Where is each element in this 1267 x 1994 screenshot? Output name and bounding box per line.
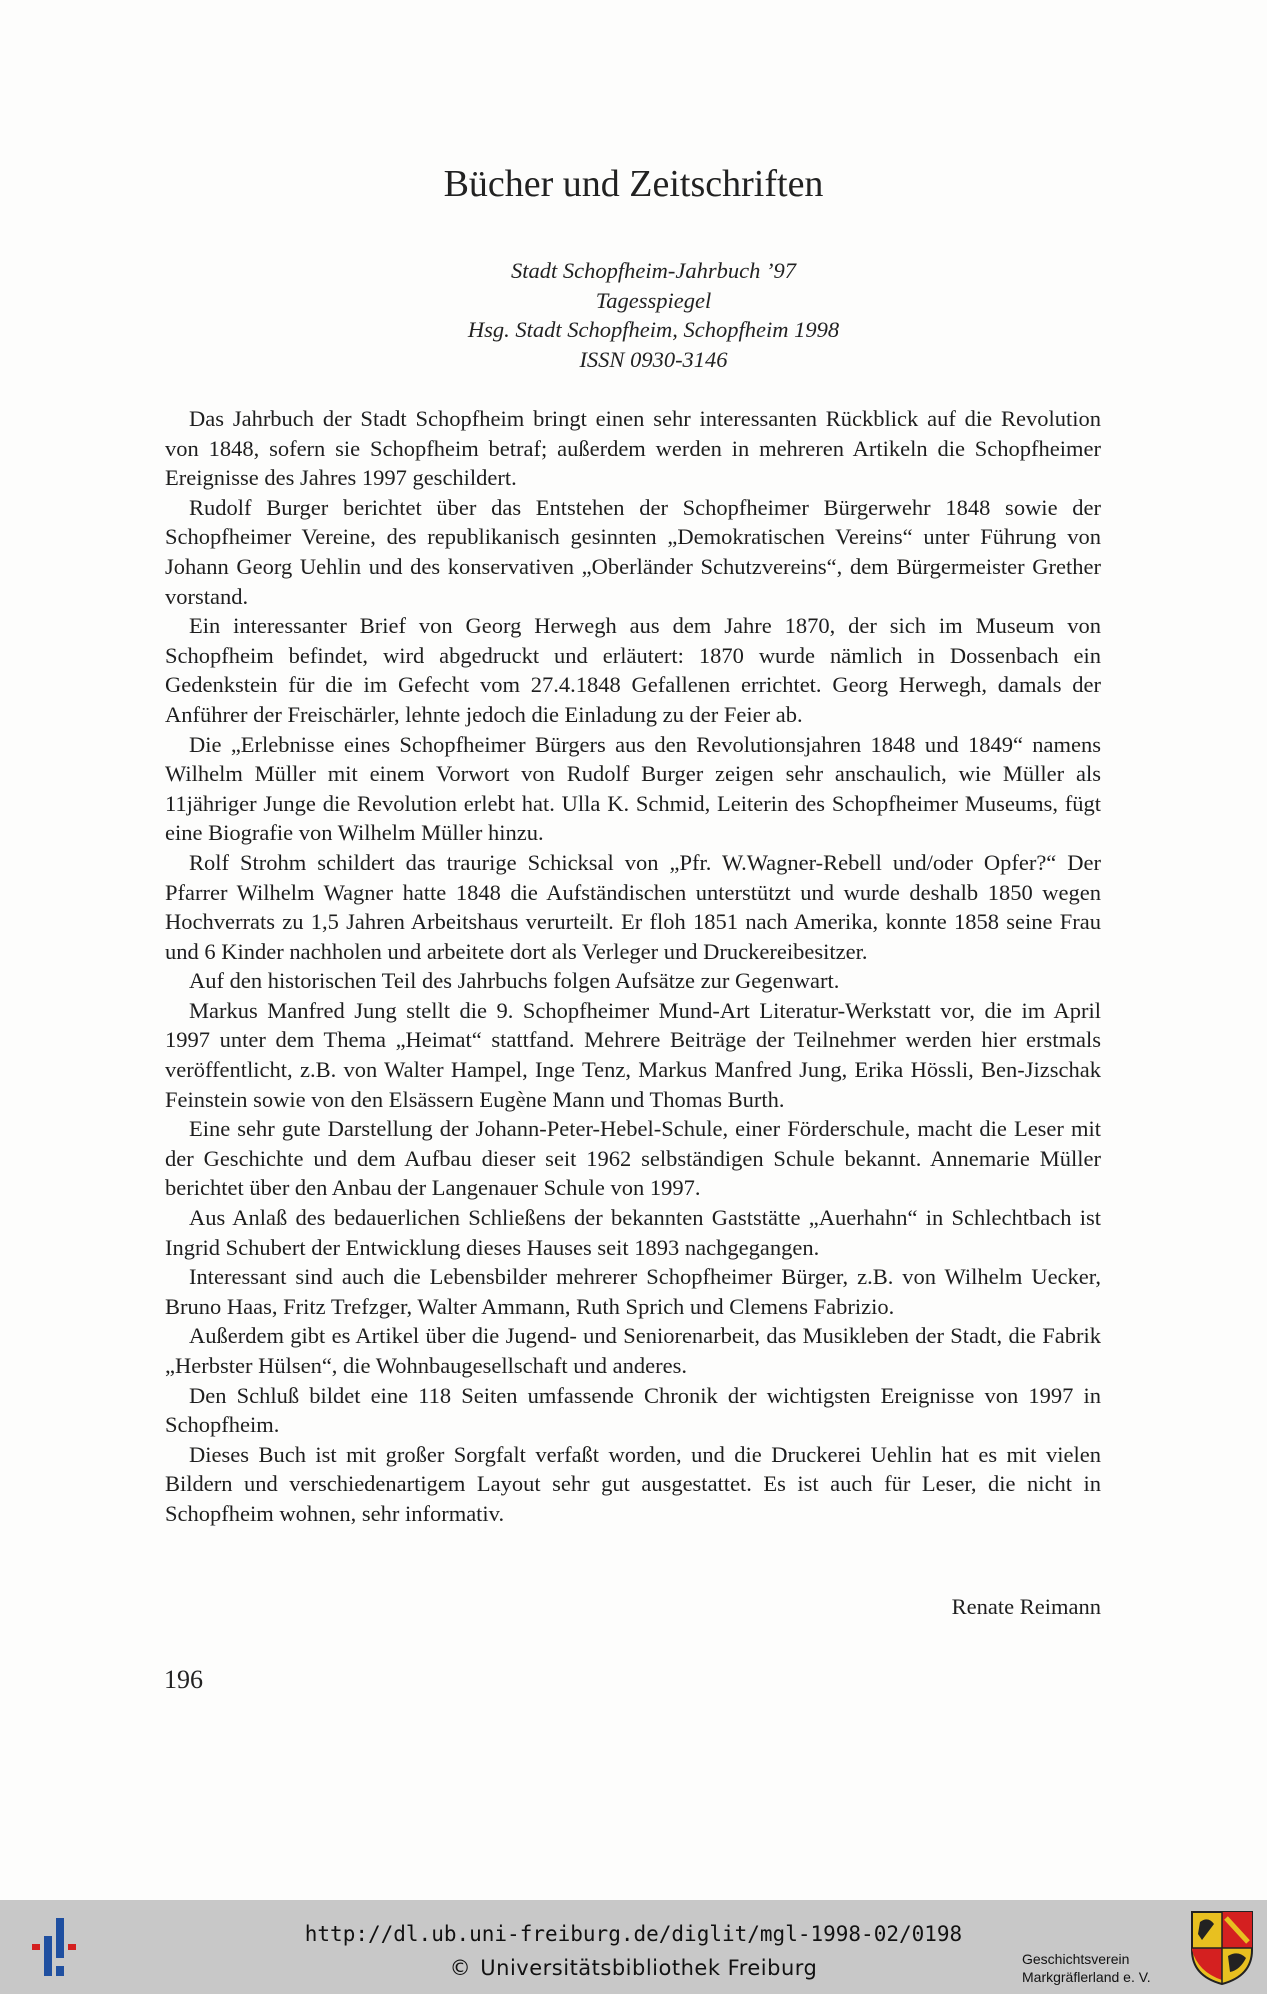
society-line: Geschichtsverein: [1022, 1951, 1130, 1967]
author-signature: Renate Reimann: [951, 1594, 1101, 1619]
society-name: [1022, 1950, 1182, 1986]
paragraph: Rudolf Burger berichtet über das Entstehen der Schopfheimer Bürgerwehr 1848 sowie der Schopfheimer Vereine, des republikanisch gesinnten „Demokratischen Vereins“ unter Führung von Johann Georg Uehlin und des konservativen „Oberländer Schutzvereins“, dem Bürgermeister Grether vorstand.: [165, 494, 1101, 609]
paragraph: Dieses Buch ist mit großer Sorgfalt verfaßt worden, und die Druckerei Uehlin hat es mit vielen Bildern und verschiedenartigem Layout sehr gut ausgestattet. Es ist auch für Leser, die nicht in Schopfheim wohnen, sehr informativ.: [165, 1441, 1101, 1526]
page-title: Bücher und Zeitschriften: [443, 163, 824, 205]
society-line: Markgräflerland e. V.: [1022, 1969, 1151, 1985]
coat-of-arms-icon: [1190, 1910, 1254, 1986]
paragraph: Auf den historischen Teil des Jahrbuchs folgen Aufsätze zur Gegenwart.: [189, 968, 840, 994]
biblio-line: Tagesspiegel: [595, 287, 712, 313]
paragraph: Das Jahrbuch der Stadt Schopfheim bringt einen sehr interessanten Rückblick auf die Revolution von 1848, sofern sie Schopfheim betraf; außerdem werden in mehreren Artikeln die Schopfheimer Ereignisse des Jahres 1997 geschildert.: [165, 406, 1101, 491]
biblio-line: ISSN 0930-3146: [579, 346, 728, 372]
source-url-link[interactable]: http://dl.ub.uni-freiburg.de/diglit/mgl-1998-02/0198: [304, 1922, 963, 1946]
paragraph: Interessant sind auch die Lebensbilder mehrerer Schopfheimer Bürger, z.B. von Wilhelm Uecker, Bruno Haas, Fritz Trefzger, Walter Ammann, Ruth Sprich und Clemens Fabrizio.: [165, 1264, 1101, 1319]
copyright-symbol: ©: [449, 1956, 472, 1980]
paragraph: Den Schluß bildet eine 118 Seiten umfassende Chronik der wichtigsten Ereignisse von 1997 in Schopfheim.: [165, 1382, 1101, 1438]
paragraph: Eine sehr gute Darstellung der Johann-Peter-Hebel-Schule, einer Förderschule, macht die Leser mit der Geschichte und dem Aufbau dieser seit 1962 selbständigen Schule bekannt. Annemarie Müller berichtet über den Anbau der Langenauer Schule von 1997.: [165, 1116, 1101, 1201]
page-number: 196: [164, 1665, 203, 1694]
copyright-text: Universitätsbibliothek Freiburg: [480, 1956, 818, 1980]
paragraph: Rolf Strohm schildert das traurige Schicksal von „Pfr. W.Wagner-Rebell und/oder Opfer?“ Der Pfarrer Wilhelm Wagner hatte 1848 die Aufständischen unterstützt und wurde deshalb 1850 wegen Hochverrats zu 1,5 Jahren Arbeitshaus verurteilt. Er floh 1851 nach Amerika, konnte 1858 seine Frau und 6 Kinder nachholen und arbeitete dort als Verleger und Druckereibesitzer.: [165, 849, 1101, 964]
paragraph: Aus Anlaß des bedauerlichen Schließens der bekannten Gaststätte „Auerhahn“ in Schlechtbach ist Ingrid Schubert der Entwicklung dieses Hauses seit 1893 nachgegangen.: [165, 1205, 1101, 1260]
biblio-line: Hsg. Stadt Schopfheim, Schopfheim 1998: [467, 317, 840, 342]
paragraph: Ein interessanter Brief von Georg Herwegh aus dem Jahre 1870, der sich im Museum von Schopfheim befindet, wird abgedruckt und erläutert: 1870 wurde nämlich in Dossenbach ein Gedenkstein für die im Gefecht vom 27.4.1848 Gefallenen errichtet. Georg Herwegh, damals der Anführer der Freischärler, lehnte jedoch die Einladung zu der Feier ab.: [165, 613, 1101, 727]
paragraph: Markus Manfred Jung stellt die 9. Schopfheimer Mund-Art Literatur-Werkstatt vor, die im April 1997 unter dem Thema „Heimat“ stattfand. Mehrere Beiträge der Teilnehmer werden hier erstmals veröffentlicht, z.B. von Walter Hampel, Inge Tenz, Markus Manfred Jung, Erika Hössli, Ben-Jizschak Feinstein sowie von den Elsässern Eugène Mann und Thomas Burth.: [165, 997, 1101, 1112]
paragraph: Außerdem gibt es Artikel über die Jugend- und Seniorenarbeit, das Musikleben der Stadt, die Fabrik „Herbster Hülsen“, die Wohnbaugesellschaft und anderes.: [165, 1323, 1101, 1378]
bibliographic-info: [0, 256, 1267, 374]
review-body: [165, 404, 1101, 1529]
footer-bar: [0, 1900, 1267, 1994]
biblio-line: Stadt Schopfheim-Jahrbuch ’97: [511, 258, 796, 283]
paragraph: Die „Erlebnisse eines Schopfheimer Bürgers aus den Revolutionsjahren 1848 und 1849“ namens Wilhelm Müller mit einem Vorwort von Rudolf Burger zeigen sehr anschaulich, wie Müller als 11jähriger Junge die Revolution erlebt hat. Ulla K. Schmid, Leiterin des Schopfheimer Museums, fügt eine Biografie von Wilhelm Müller hinzu.: [165, 731, 1101, 846]
